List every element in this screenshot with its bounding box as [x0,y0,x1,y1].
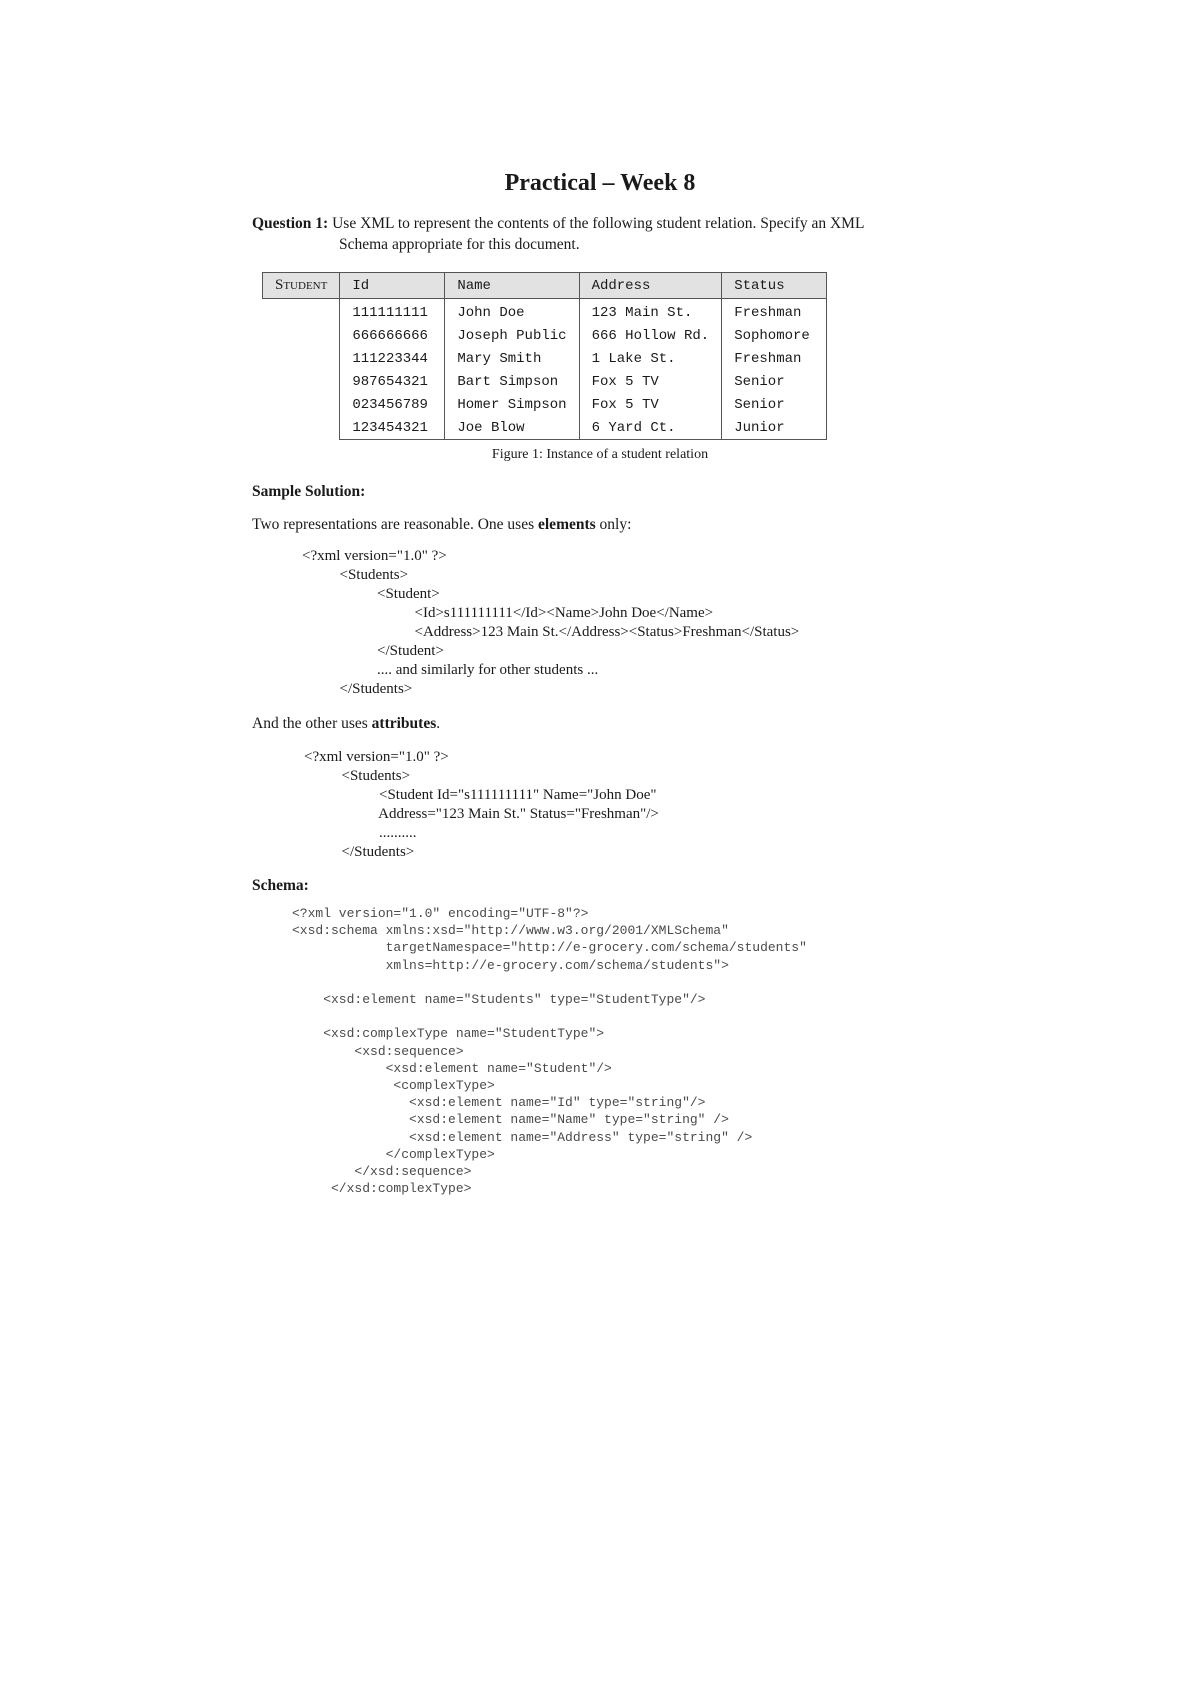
table-row [263,324,827,347]
code-line: .......... [304,825,417,841]
intro-text: only: [595,516,632,533]
code-line: <Student> [302,586,440,602]
table-cell: Freshman [722,299,827,325]
code-line: <Id>s111111111</Id><Name>John Doe</Name> [302,605,714,621]
table-row [263,347,827,370]
table-row [263,416,827,440]
table-cell: Fox 5 TV [579,393,722,416]
code-line: <xsd:element name="Address" type="string" /> [292,1129,753,1145]
intro-text: Two representations are reasonable. One uses [252,516,538,533]
code-line: <Student Id="s111111111" Name="John Doe" [304,787,657,803]
code-line: <xsd:complexType name="StudentType"> [292,1026,605,1042]
code-line: </Students> [304,844,415,860]
relation-name-spacer [263,370,340,393]
table-cell: 666666666 [340,324,445,347]
column-header: Address [579,273,722,299]
code-line: <xsd:element name="Student"/> [292,1060,612,1076]
table-cell: 111111111 [340,299,445,325]
table-row [263,393,827,416]
table-cell: 987654321 [340,370,445,393]
table-cell: Senior [722,370,827,393]
xml-attributes-block [304,748,659,862]
sample-solution-heading: Sample Solution: [252,483,366,500]
table-cell: Senior [722,393,827,416]
question-text-line2: Schema appropriate for this document. [339,236,580,253]
relation-name: Student [263,273,340,299]
table-cell: Freshman [722,347,827,370]
student-relation-table [262,272,827,440]
table-cell: Fox 5 TV [579,370,722,393]
relation-name-spacer [263,393,340,416]
code-line: </xsd:sequence> [292,1164,472,1180]
table-cell: Junior [722,416,827,440]
table-cell: John Doe [445,299,579,325]
xml-elements-block [302,547,799,699]
intro-text: And the other uses [252,715,372,732]
code-line: <xsd:schema xmlns:xsd="http://www.w3.org/2001/XMLSchema" [292,923,729,939]
question-text-line1: Use XML to represent the contents of the following student relation. Specify an XML [328,215,865,232]
table-cell: 6 Yard Ct. [579,416,722,440]
intro-text: . [436,715,441,732]
code-line: <xsd:element name="Students" type="StudentType"/> [292,992,706,1008]
code-line: <xsd:element name="Id" type="string"/> [292,1095,706,1111]
code-line: .... and similarly for other students ... [302,662,599,678]
table-cell: Mary Smith [445,347,579,370]
relation-name-spacer [263,347,340,370]
table-cell: 123 Main St. [579,299,722,325]
table-cell: 123454321 [340,416,445,440]
intro-bold: attributes [371,715,437,732]
schema-code-block [292,905,807,1197]
code-line: </xsd:complexType> [292,1181,472,1197]
code-line: <?xml version="1.0" ?> [304,749,449,765]
table-cell: Joe Blow [445,416,579,440]
table-cell: Sophomore [722,324,827,347]
column-header: Status [722,273,827,299]
table-cell: Bart Simpson [445,370,579,393]
table-cell: 023456789 [340,393,445,416]
intro-elements [252,516,631,534]
code-line [292,974,807,991]
table-header-row [263,273,827,299]
code-line: </Students> [302,681,413,697]
intro-bold: elements [538,516,596,533]
code-line: <?xml version="1.0" ?> [302,548,447,564]
table-cell: 666 Hollow Rd. [579,324,722,347]
relation-name-spacer [263,324,340,347]
column-header: Id [340,273,445,299]
table-row [263,299,827,325]
column-header: Name [445,273,579,299]
table-cell: 111223344 [340,347,445,370]
code-line: <?xml version="1.0" encoding="UTF-8"?> [292,906,589,921]
code-line: </Student> [302,643,444,659]
code-line: Address="123 Main St." Status="Freshman"/> [304,806,659,822]
code-line: <xsd:element name="Name" type="string" /> [292,1112,729,1128]
code-line: <Students> [302,567,409,583]
code-line [292,1008,807,1025]
table-cell: Joseph Public [445,324,579,347]
code-line: targetNamespace="http://e-grocery.com/schema/students" [292,940,807,956]
page-title: Practical – Week 8 [504,170,696,196]
table-row [263,370,827,393]
code-line: <xsd:sequence> [292,1043,464,1059]
relation-name-spacer [263,416,340,440]
code-line: <complexType> [292,1078,495,1094]
code-line: <Address>123 Main St.</Address><Status>Freshman</Status> [302,624,800,640]
code-line: </complexType> [292,1146,495,1162]
table-cell: 1 Lake St. [579,347,722,370]
code-line: xmlns=http://e-grocery.com/schema/students"> [292,957,729,973]
table-cell: Homer Simpson [445,393,579,416]
question-label: Question 1: [252,215,329,232]
figure-caption: Figure 1: Instance of a student relation [491,447,709,462]
relation-name-spacer [263,299,340,325]
code-line: <Students> [304,768,411,784]
intro-attributes [252,715,440,733]
question-1 [252,213,932,255]
schema-heading: Schema: [252,877,309,894]
